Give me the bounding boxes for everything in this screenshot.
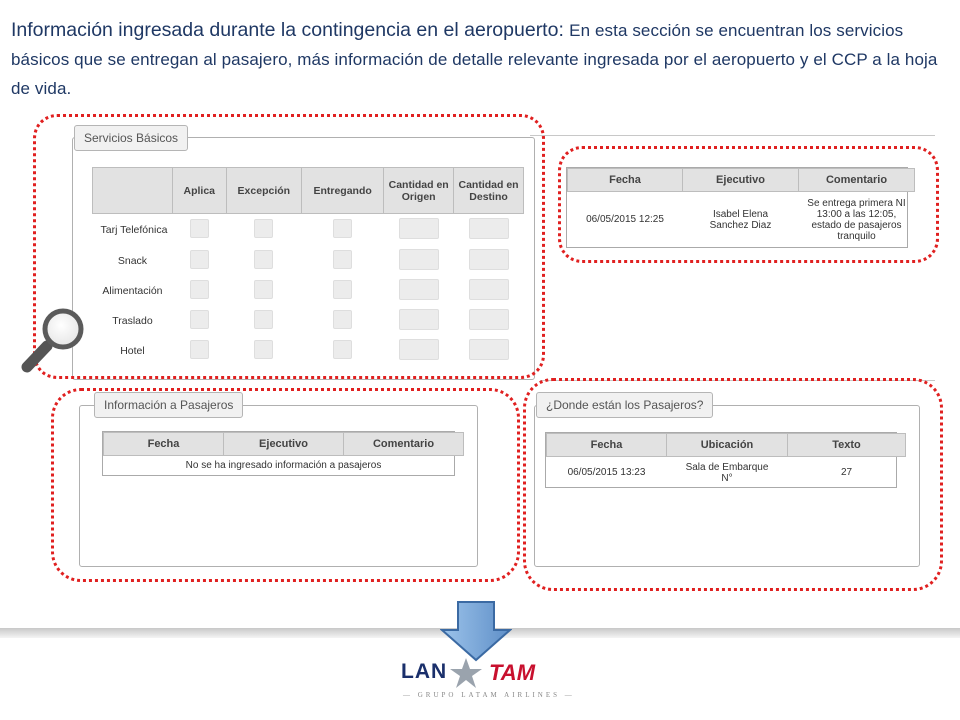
highlight-comentarios xyxy=(558,146,939,263)
servicios-col-aplica: Aplica xyxy=(172,168,226,214)
separator-line xyxy=(530,135,935,136)
service-label: Tarj Telefónica xyxy=(100,223,168,236)
service-label: Snack xyxy=(117,254,148,267)
highlight-info-pasajeros xyxy=(51,388,520,582)
comentarios-col-fecha: Fecha xyxy=(568,169,683,192)
info-pasajeros-legend: Información a Pasajeros xyxy=(94,392,243,418)
servicios-legend: Servicios Básicos xyxy=(74,125,188,151)
comentario-texto: Se entrega primera NI 13:00 a las 12:05, estado de pasajeros tranquilo xyxy=(807,197,906,242)
servicios-col-origen: Cantidad en Origen xyxy=(384,168,454,214)
slide-heading xyxy=(11,16,946,103)
donde-col-fecha: Fecha xyxy=(547,434,667,457)
donde-col-texto: Texto xyxy=(788,434,906,457)
info-empty-message: No se ha ingresado información a pasajeros xyxy=(185,460,382,472)
comentario-ejecutivo: Isabel Elena Sanchez Diaz xyxy=(709,208,772,231)
servicios-col-excepcion: Excepción xyxy=(226,168,301,214)
info-col-ejecutivo: Ejecutivo xyxy=(224,433,344,456)
donde-ubicacion: Sala de Embarque N° xyxy=(685,461,769,484)
heading-title: Información ingresada durante la contingencia en el aeropuerto: xyxy=(11,19,564,41)
service-label: Traslado xyxy=(112,314,153,327)
service-label: Hotel xyxy=(120,344,145,357)
highlight-donde-pasajeros xyxy=(523,378,943,591)
donde-col-ubicacion: Ubicación xyxy=(667,434,788,457)
logo-lan: LAN xyxy=(401,660,448,683)
donde-texto: 27 xyxy=(840,467,853,479)
servicios-col-destino: Cantidad en Destino xyxy=(454,168,524,214)
magnifier-icon xyxy=(17,307,89,375)
donde-pasajeros-legend: ¿Donde están los Pasajeros? xyxy=(536,392,713,418)
donde-fecha: 06/05/2015 13:23 xyxy=(567,467,646,479)
logo-star-icon xyxy=(449,657,483,689)
comentarios-col-ejecutivo: Ejecutivo xyxy=(683,169,799,192)
servicios-col-entregando: Entregando xyxy=(302,168,384,214)
info-col-fecha: Fecha xyxy=(104,433,224,456)
lan-tam-logo xyxy=(397,657,575,707)
info-col-comentario: Comentario xyxy=(344,433,464,456)
down-arrow-icon xyxy=(440,600,512,662)
heading-description: En esta sección se encuentran los servicios básicos que se entregan al pasajero, más información de detalle relevante ingresada por el aeropuerto y el CCP a la hoja de vida. xyxy=(11,21,938,98)
comentarios-col-comentario: Comentario xyxy=(799,169,915,192)
logo-tam: TAM xyxy=(489,660,536,685)
comentario-fecha: 06/05/2015 12:25 xyxy=(586,214,664,226)
highlight-servicios xyxy=(33,114,545,379)
logo-tagline: — GRUPO LATAM AIRLINES — xyxy=(403,691,575,699)
service-label: Alimentación xyxy=(102,284,163,297)
